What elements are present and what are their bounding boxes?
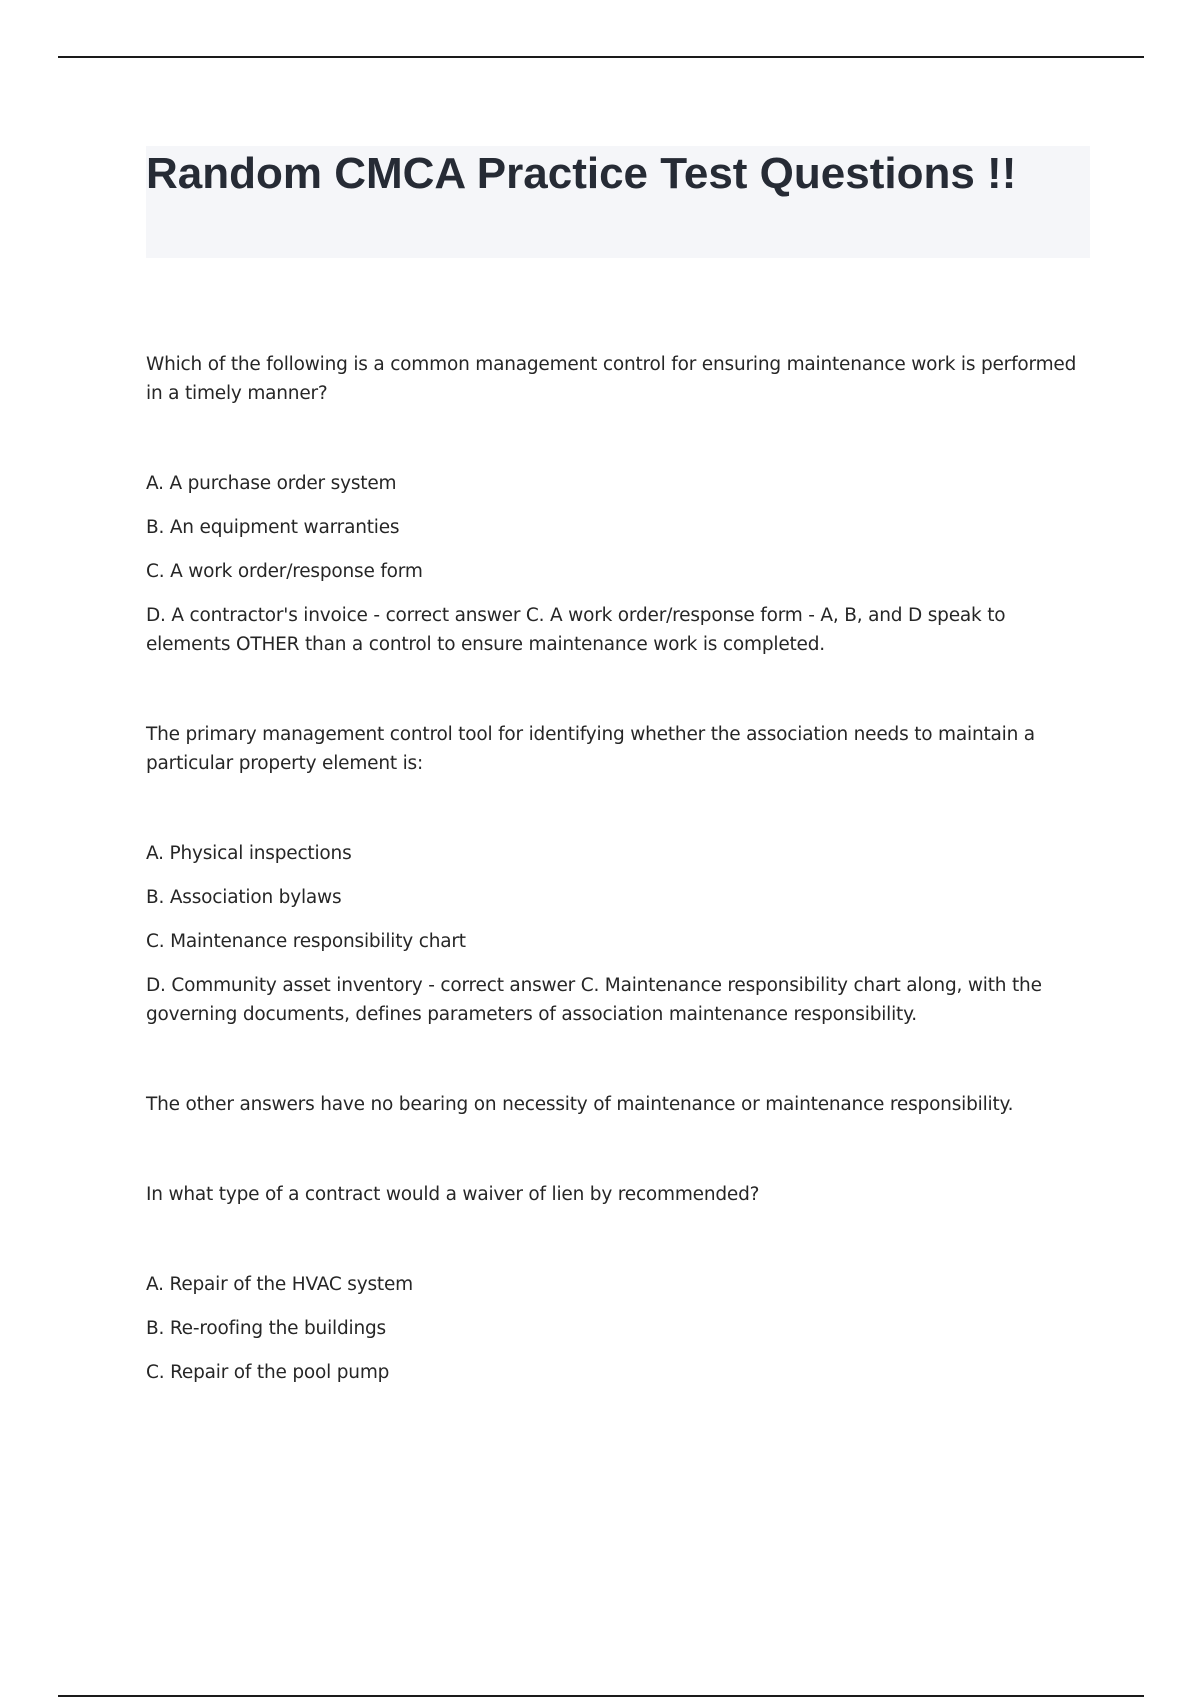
- answer-option: A. Repair of the HVAC system: [146, 1274, 413, 1295]
- answer-option: C. Maintenance responsibility chart: [146, 931, 466, 952]
- question-1: [146, 350, 1090, 659]
- answer-note: The other answers have no bearing on necessity of maintenance or maintenance responsibility.: [146, 1094, 1014, 1115]
- question-prompt: Which of the following is a common management control for ensuring maintenance work is performed in a timely manner?: [146, 354, 1077, 404]
- answer-option: A. A purchase order system: [146, 473, 397, 494]
- answer-option: D. Community asset inventory - correct answer C. Maintenance responsibility chart along, with the governing documents, defines parameters of association maintenance responsibility.: [146, 975, 1042, 1025]
- question-3: [146, 1180, 1090, 1387]
- question-prompt: In what type of a contract would a waiver of lien by recommended?: [146, 1184, 760, 1205]
- answer-option: C. Repair of the pool pump: [146, 1362, 390, 1383]
- answer-option: D. A contractor's invoice - correct answer C. A work order/response form - A, B, and D speak to elements OTHER than a control to ensure maintenance work is completed.: [146, 605, 1006, 655]
- answer-option: B. Re-roofing the buildings: [146, 1318, 386, 1339]
- top-rule: [58, 56, 1144, 58]
- answer-option: B. Association bylaws: [146, 887, 342, 908]
- answer-option: A. Physical inspections: [146, 843, 352, 864]
- answer-option: B. An equipment warranties: [146, 517, 400, 538]
- document-content: [146, 146, 1090, 1387]
- document-title: Random CMCA Practice Test Questions !!: [146, 149, 1017, 198]
- title-block: [146, 146, 1090, 258]
- bottom-rule: [58, 1695, 1144, 1697]
- question-prompt: The primary management control tool for identifying whether the association needs to maintain a particular property element is:: [146, 724, 1035, 774]
- question-2: [146, 720, 1090, 1119]
- answer-option: C. A work order/response form: [146, 561, 423, 582]
